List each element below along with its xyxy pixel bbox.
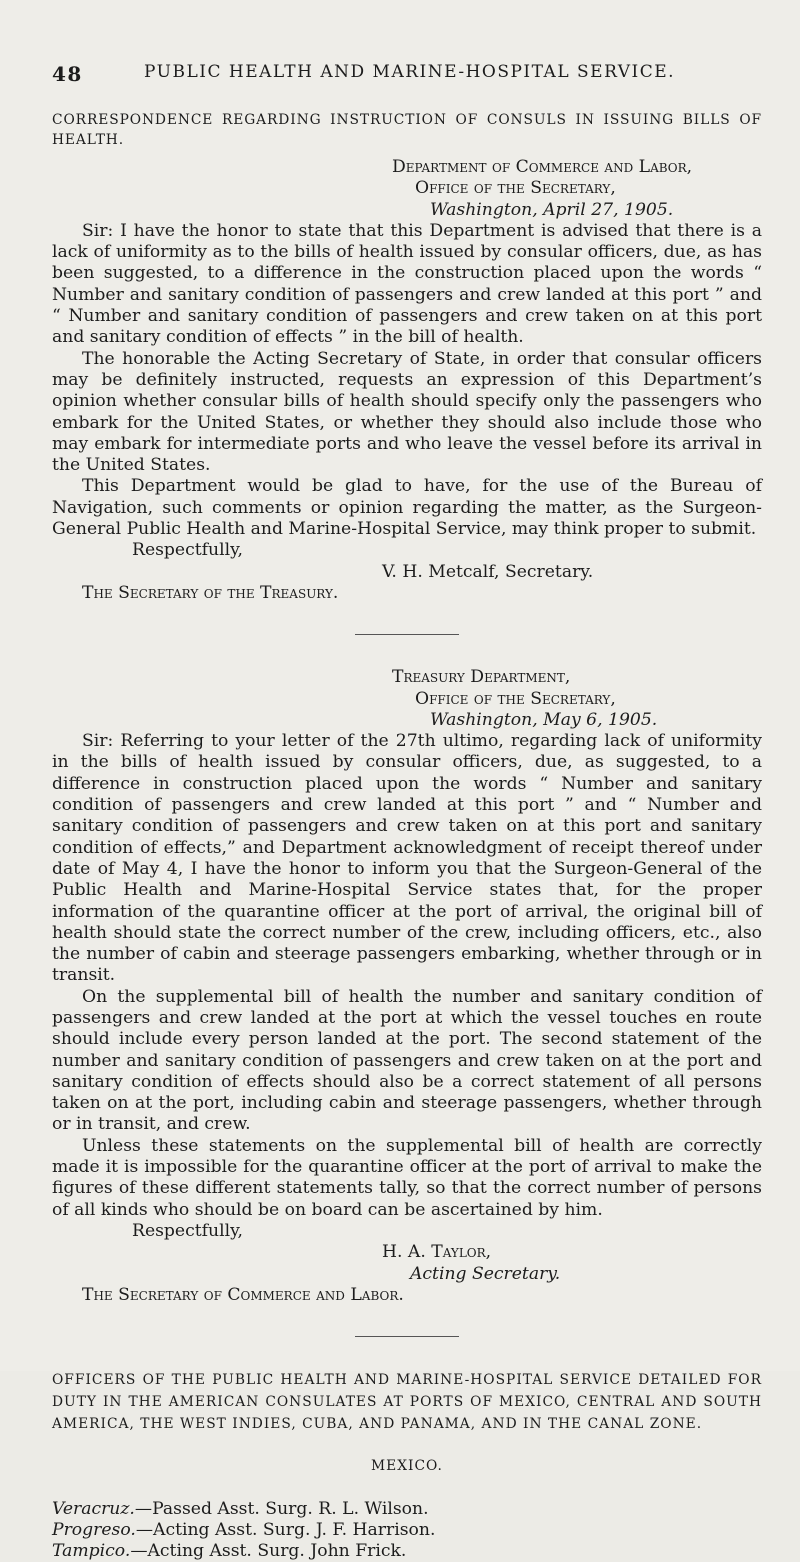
letter2-signature-title: Acting Secretary. xyxy=(410,1263,561,1284)
officers-section xyxy=(52,1369,762,1562)
letter1-addressee: The Secretary of the Treasury. xyxy=(82,582,339,603)
letter1-sender-line2: Office of the Secretary, xyxy=(415,178,616,199)
letter1-signature: V. H. Metcalf, Secretary. xyxy=(382,561,594,582)
port-name: Progreso. xyxy=(52,1520,136,1541)
page-content xyxy=(52,110,762,1562)
divider-rule xyxy=(355,634,459,635)
letter1-paragraph: The honorable the Acting Secretary of State, in order that consular officers may be definitely instructed, requests an expression of this Department’s opinion whether consular bills of health should specify only the passengers who embark for the United States, or whether they should also include those who may embark for intermediate ports and who leave the vessel before its arrival in the United States. xyxy=(52,348,762,476)
officer-detail: —Passed Asst. Surg. R. L. Wilson. xyxy=(134,1499,429,1520)
port-name: Tampico. xyxy=(52,1541,131,1562)
letter2-addressee: The Secretary of Commerce and Labor. xyxy=(82,1284,404,1305)
letter-commerce xyxy=(52,157,762,604)
letter2-sender-line1: Treasury Department, xyxy=(392,667,571,688)
letter2-sender-line2: Office of the Secretary, xyxy=(415,688,616,709)
running-head: PUBLIC HEALTH AND MARINE-HOSPITAL SERVICE. xyxy=(144,62,676,82)
letter2-place-date: Washington, May 6, 1905. xyxy=(430,709,658,730)
officer-detail: —Acting Asst. Surg. J. F. Harrison. xyxy=(135,1520,436,1541)
letter2-paragraph: Sir: Referring to your letter of the 27th ultimo, regarding lack of uniformity in the bills of health issued by consular officers, due, as suggested, to a difference in construction placed upon the words “ Number and sanitary condition of passengers and crew landed at this port ” and “ Number and sanitary condition of passengers and crew taken on at this port and sanitary condition of effects,” and Department acknowledgment of receipt thereof under date of May 4, I have the honor to inform you that the Surgeon-General of the Public Health and Marine-Hospital Service states that, for the proper information of the quarantine officer at the port of arrival, the original bill of health should state the correct number of the crew, including officers, etc., also the number of cabin and steerage passengers embarking, whether through or in transit. xyxy=(52,731,762,986)
country-heading: MEXICO. xyxy=(371,1458,443,1475)
page-number: 48 xyxy=(52,62,83,86)
officers-heading: OFFICERS OF THE PUBLIC HEALTH AND MARINE-HOSPITAL SERVICE DETAILED FOR DUTY IN THE AMERICAN CONSULATES AT PORTS OF MEXICO, CENTRAL AND SOUTH AMERICA, THE WEST INDIES, CUBA, AND PANAMA, AND IN THE CANAL ZONE. xyxy=(52,1372,762,1433)
officer-entry xyxy=(52,1499,762,1520)
letter2-paragraph: On the supplemental bill of health the number and sanitary condition of passengers and crew landed at the port at which the vessel touches en route should include every person landed at the port. The second statement of the number and sanitary condition of passengers and crew taken on at the port and sanitary condition of effects should also be a correct statement of all persons taken on at the port, including cabin and steerage passengers, whether through or in transit, and crew. xyxy=(52,986,762,1135)
section-heading: CORRESPONDENCE REGARDING INSTRUCTION OF CONSULS IN ISSUING BILLS OF HEALTH. xyxy=(52,112,762,148)
officer-detail: —Acting Asst. Surg. John Frick. xyxy=(130,1541,407,1562)
officer-entry xyxy=(52,1520,762,1541)
officer-entry xyxy=(52,1541,762,1562)
letter-treasury xyxy=(52,667,762,1306)
port-name: Veracruz. xyxy=(52,1499,135,1520)
letter2-paragraph: Unless these statements on the supplemental bill of health are correctly made it is impossible for the quarantine officer at the port of arrival to make the figures of these different statements tally, so that the correct number of persons of all kinds who should be on board can be ascertained by him. xyxy=(52,1135,762,1220)
divider-rule xyxy=(355,1336,459,1337)
letter1-paragraph: Sir: I have the honor to state that this Department is advised that there is a lack of uniformity as to the bills of health issued by consular officers, due, as has been suggested, to a difference in the construction placed upon the words “ Number and sanitary condition of passengers and crew landed at this port ” and “ Number and sanitary condition of passengers and crew taken on at this port and sanitary condition of effects ” in the bill of health. xyxy=(52,220,762,348)
letter1-place-date: Washington, April 27, 1905. xyxy=(430,199,674,220)
letter1-closing: Respectfully, xyxy=(132,540,243,561)
letter2-closing: Respectfully, xyxy=(132,1220,243,1241)
letter1-paragraph: This Department would be glad to have, for the use of the Bureau of Navigation, such comments or opinion regarding the matter, as the Surgeon-General Public Health and Marine-Hospital Service, may think proper to submit. xyxy=(52,476,762,540)
letter1-sender-line1: Department of Commerce and Labor, xyxy=(392,157,693,177)
letter2-signature-name: H. A. Taylor, xyxy=(382,1242,492,1263)
